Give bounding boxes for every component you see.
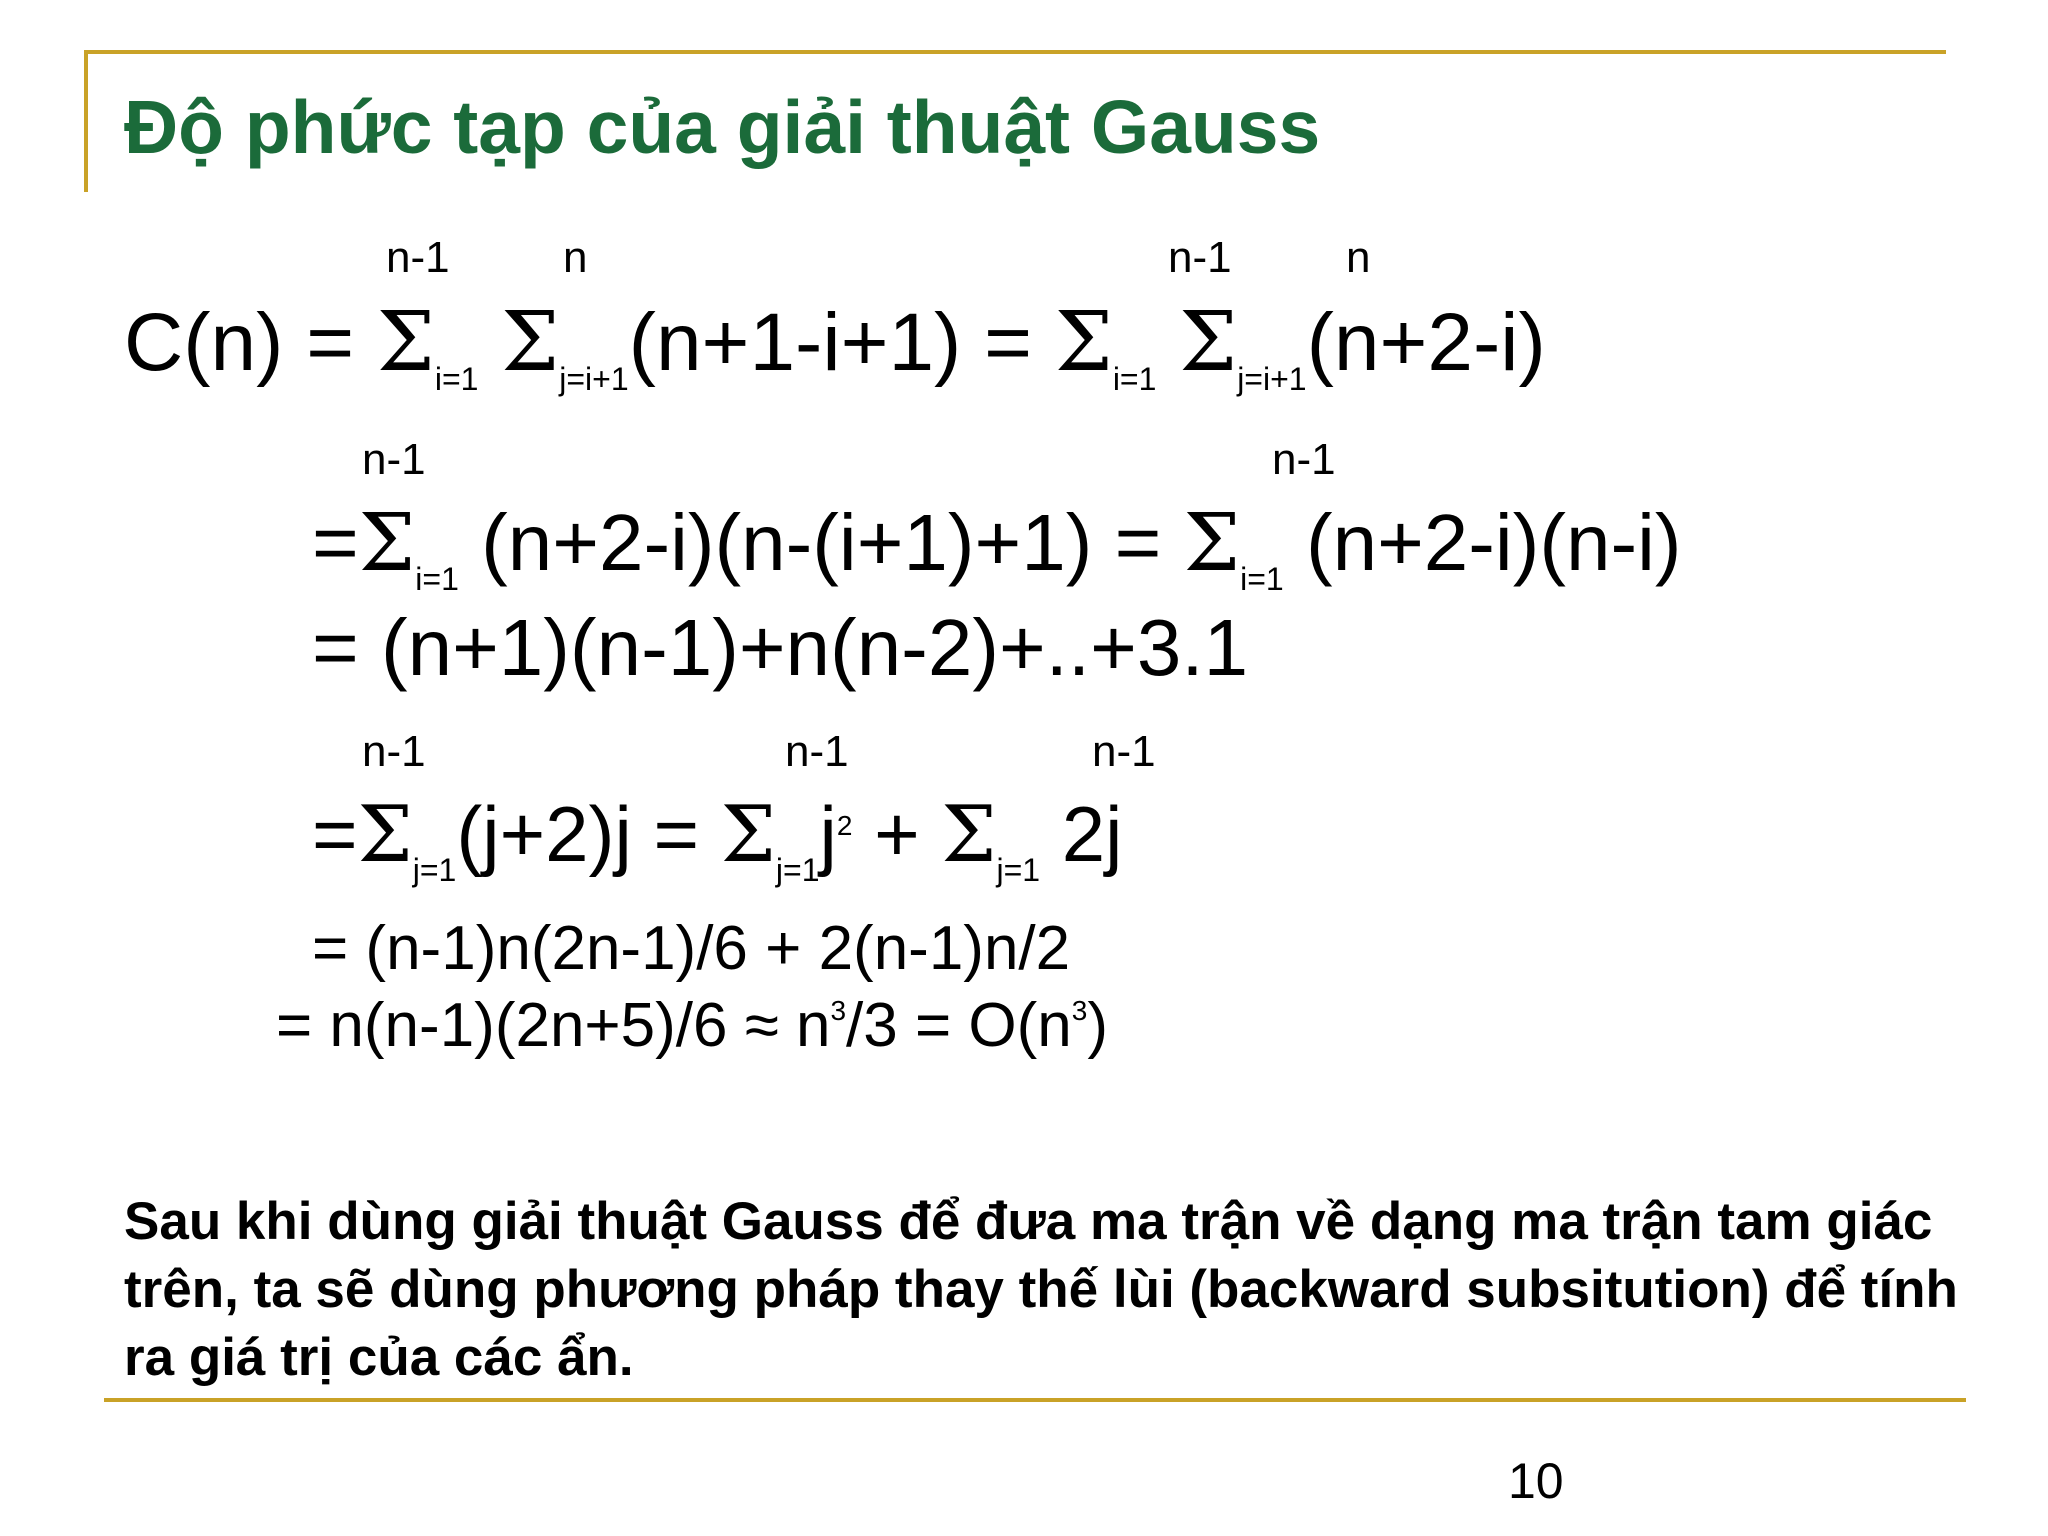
formula-line-4: $=\Sigma_{j=1}(j+2)j = \Sigma_{j=1}j^2 + \Sigma_{j=1}$ 2j bbox=[312, 790, 1123, 888]
formula-line-6: = $n(n-1)(2n+5)/6 \approx n^3/3 = O(n^3)$ bbox=[276, 991, 1108, 1060]
limit-label: n-1 bbox=[362, 727, 426, 776]
formula-line-3: = (n+1)(n-1)+n(n-2)+..+3.1 bbox=[312, 603, 1249, 692]
sigma-symbol: Σ bbox=[720, 790, 776, 880]
limit-label: n-1 bbox=[386, 233, 450, 282]
bottom-rule bbox=[104, 1398, 1966, 1402]
sigma-symbol: Σ bbox=[1183, 496, 1241, 589]
limit-label: n bbox=[1346, 233, 1371, 282]
limit-label: n-1 bbox=[1272, 435, 1336, 484]
limit-label: n-1 bbox=[785, 727, 849, 776]
formula-line-1: $C(n) = \Sigma_{i=1}$ $\Sigma_{j=i+1}(n+1-i+1) = \Sigma_{i=1}$ $\Sigma_{j=i+1}(n+2-i)$ bbox=[124, 295, 1546, 397]
sigma-symbol: Σ bbox=[357, 790, 413, 880]
sigma-symbol: Σ bbox=[1179, 295, 1238, 390]
limit-label: n bbox=[563, 233, 588, 282]
explanation-text: Sau khi dùng giải thuật Gauss để đưa ma trận về dạng ma trận tam giác trên, ta sẽ dùng phương pháp thay thế lùi (backward subsitution) để tính ra giá trị của các ẩn. bbox=[124, 1192, 1958, 1387]
sigma-symbol: Σ bbox=[941, 790, 997, 880]
slide-title: Độ phức tạp của giải thuật Gauss bbox=[124, 85, 1321, 169]
left-rule bbox=[84, 50, 88, 192]
formula-line-2: $=\Sigma_{i=1}$ $(n+2-i)(n-(i+1)+1) = \Sigma_{i=1}$ (n+2-i)(n-i) bbox=[312, 496, 1682, 597]
formula-line-5: = (n-1)n(2n-1)/6 + 2(n-1)n/2 bbox=[312, 914, 1071, 983]
sigma-symbol: Σ bbox=[376, 295, 435, 390]
limit-label: n-1 bbox=[1092, 727, 1156, 776]
limit-label: n-1 bbox=[1168, 233, 1232, 282]
page-number: 10 bbox=[1508, 1453, 1564, 1509]
top-rule bbox=[84, 50, 1946, 54]
sigma-symbol: Σ bbox=[1054, 295, 1113, 390]
sigma-symbol: Σ bbox=[358, 496, 416, 589]
sigma-symbol: Σ bbox=[501, 295, 560, 390]
limit-label: n-1 bbox=[362, 435, 426, 484]
